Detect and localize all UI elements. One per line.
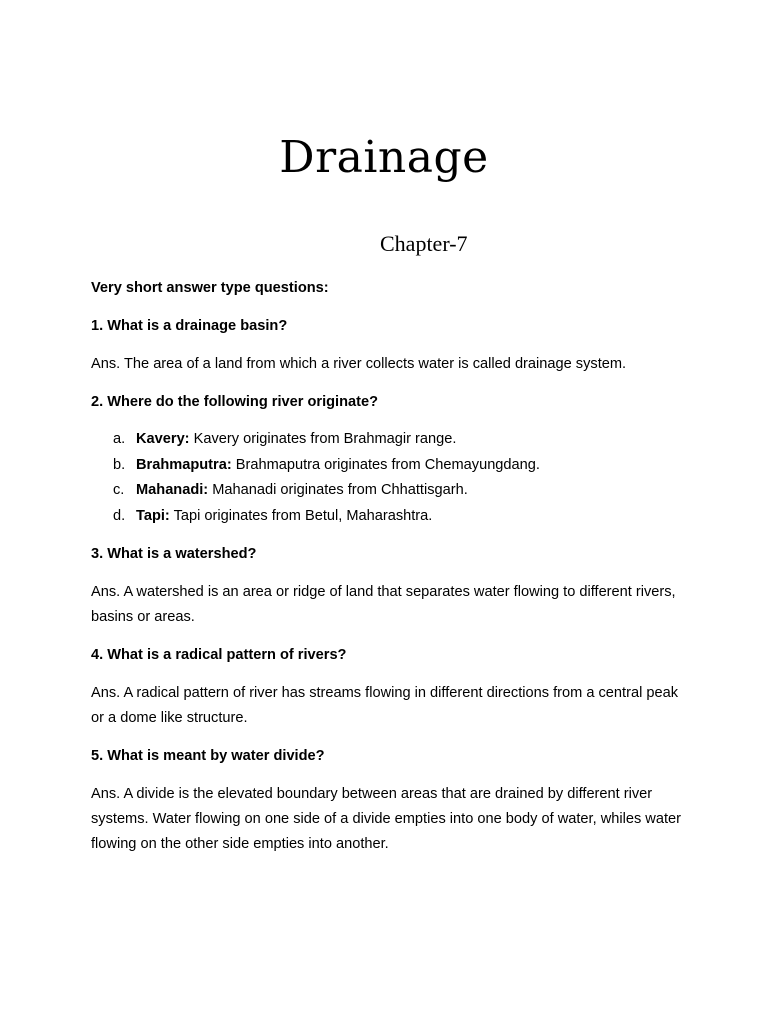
answer-5: Ans. A divide is the elevated boundary between areas that are drained by different river systems. Water flowing on one side of a divide empties into one body of water, whiles water flowing on the other side empties into another. — [91, 786, 681, 852]
document-title: Drainage — [279, 132, 489, 183]
list-text: Brahmaputra originates from Chemayungdang. — [231, 456, 540, 473]
list-marker: c. — [113, 482, 125, 498]
list-item — [91, 427, 691, 453]
list-text: Mahanadi originates from Chhattisgarh. — [208, 482, 468, 498]
section-heading: Very short answer type questions: — [91, 280, 329, 296]
list-item — [91, 453, 691, 479]
river-origin-list — [91, 427, 691, 529]
questions-section — [91, 276, 691, 857]
list-text: Tapi originates from Betul, Maharashtra. — [169, 507, 433, 524]
list-marker: a. — [113, 431, 126, 447]
answer-1: Ans. The area of a land from which a river collects water is called drainage system. — [91, 356, 627, 372]
answer-3: Ans. A watershed is an area or ridge of land that separates water flowing to different rivers, basins or areas. — [91, 584, 676, 625]
list-marker: d. — [113, 507, 126, 524]
question-5: 5. What is meant by water divide? — [91, 748, 325, 764]
list-term: Brahmaputra: — [136, 456, 232, 473]
chapter-label: Chapter-7 — [380, 231, 468, 256]
list-text: Kavery originates from Brahmagir range. — [189, 431, 457, 447]
question-4: 4. What is a radical pattern of rivers? — [91, 647, 347, 663]
answer-4: Ans. A radical pattern of river has streams flowing in different directions from a central peak or a dome like structure. — [91, 685, 679, 726]
list-term: Mahanadi: — [136, 482, 209, 498]
list-term: Tapi: — [136, 507, 170, 524]
list-item — [91, 478, 691, 504]
question-2: 2. Where do the following river originate? — [91, 394, 379, 410]
list-marker: b. — [113, 456, 126, 473]
question-1: 1. What is a drainage basin? — [91, 318, 288, 334]
question-3: 3. What is a watershed? — [91, 546, 257, 562]
list-term: Kavery: — [136, 431, 190, 447]
list-item — [91, 504, 691, 530]
